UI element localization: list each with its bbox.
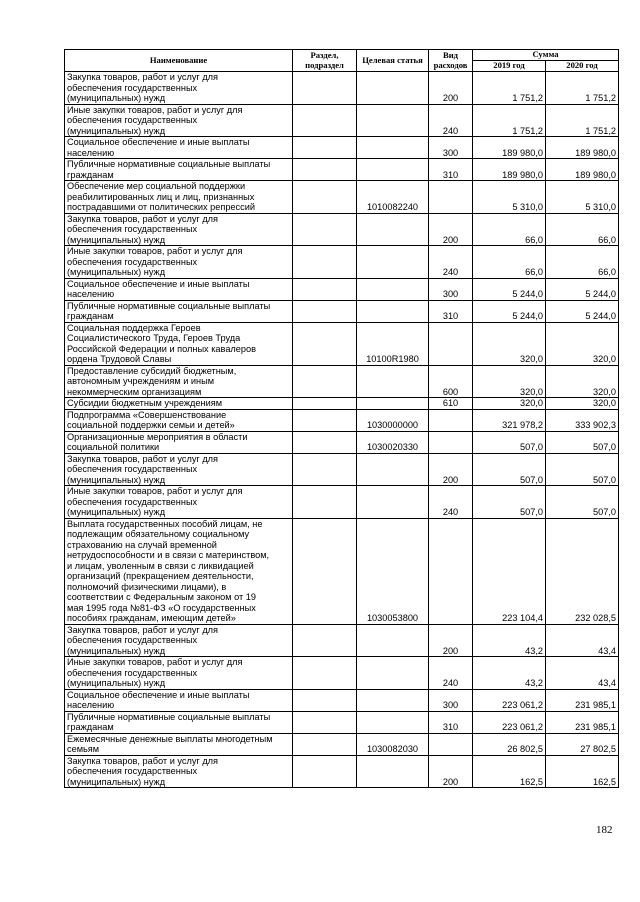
cell-sum-2019: 5 244,0 xyxy=(473,278,546,300)
table-row xyxy=(65,159,619,181)
cell-type: 310 xyxy=(429,711,473,733)
table-row xyxy=(65,246,619,279)
cell-name: Подпрограмма «Совершенствование социальной поддержки семьи и детей» xyxy=(65,409,293,431)
table-row xyxy=(65,518,619,624)
cell-sum-2020: 5 310,0 xyxy=(546,181,619,214)
cell-type: 610 xyxy=(429,398,473,410)
cell-sum-2020: 43,4 xyxy=(546,657,619,690)
table-row xyxy=(65,624,619,657)
cell-article xyxy=(357,486,429,519)
cell-sum-2019: 507,0 xyxy=(473,486,546,519)
cell-name: Иные закупки товаров, работ и услуг для обеспечения государственных (муниципальных) нужд xyxy=(65,657,293,690)
cell-article xyxy=(357,213,429,246)
table-row xyxy=(65,278,619,300)
cell-name: Обеспечение мер социальной поддержки реабилитированных лиц и лиц, признанных пострадавшими от политических репрессий xyxy=(65,181,293,214)
header-name: Наименование xyxy=(65,50,293,72)
cell-name: Социальное обеспечение и иные выплаты населению xyxy=(65,689,293,711)
cell-sum-2020: 1 751,2 xyxy=(546,72,619,105)
cell-name: Социальная поддержка Героев Социалистического Труда, Героев Труда Российской Федерации и полных кавалеров ордена Трудовой Славы xyxy=(65,322,293,365)
table-row xyxy=(65,365,619,398)
cell-article xyxy=(357,137,429,159)
cell-article: 1030020330 xyxy=(357,431,429,453)
cell-section xyxy=(293,278,357,300)
header-year-2019: 2019 год xyxy=(473,61,546,72)
cell-type: 240 xyxy=(429,246,473,279)
cell-sum-2019: 507,0 xyxy=(473,453,546,486)
cell-sum-2019: 320,0 xyxy=(473,322,546,365)
cell-section xyxy=(293,322,357,365)
cell-type: 240 xyxy=(429,486,473,519)
header-article: Целевая статья xyxy=(357,50,429,72)
cell-sum-2019: 507,0 xyxy=(473,431,546,453)
cell-article xyxy=(357,453,429,486)
cell-sum-2019: 43,2 xyxy=(473,657,546,690)
table-row xyxy=(65,398,619,410)
table-row xyxy=(65,72,619,105)
table-row xyxy=(65,409,619,431)
cell-article xyxy=(357,398,429,410)
cell-sum-2019: 66,0 xyxy=(473,213,546,246)
cell-section xyxy=(293,365,357,398)
cell-type xyxy=(429,431,473,453)
cell-section xyxy=(293,755,357,788)
cell-type xyxy=(429,518,473,624)
cell-type: 240 xyxy=(429,657,473,690)
cell-section xyxy=(293,733,357,755)
cell-sum-2020: 5 244,0 xyxy=(546,278,619,300)
cell-article xyxy=(357,755,429,788)
cell-section xyxy=(293,453,357,486)
header-section: Раздел, подраздел xyxy=(293,50,357,72)
cell-name: Закупка товаров, работ и услуг для обеспечения государственных (муниципальных) нужд xyxy=(65,72,293,105)
cell-sum-2020: 320,0 xyxy=(546,322,619,365)
cell-sum-2020: 507,0 xyxy=(546,431,619,453)
cell-type: 200 xyxy=(429,755,473,788)
cell-sum-2019: 162,5 xyxy=(473,755,546,788)
cell-type: 310 xyxy=(429,159,473,181)
cell-article xyxy=(357,711,429,733)
table-row xyxy=(65,689,619,711)
cell-sum-2019: 321 978,2 xyxy=(473,409,546,431)
cell-name: Предоставление субсидий бюджетным, автономным учреждениям и иным некоммерческим организациям xyxy=(65,365,293,398)
cell-section xyxy=(293,657,357,690)
cell-sum-2020: 507,0 xyxy=(546,453,619,486)
cell-type xyxy=(429,409,473,431)
table-row xyxy=(65,213,619,246)
cell-sum-2020: 162,5 xyxy=(546,755,619,788)
table-header xyxy=(65,50,619,72)
cell-sum-2019: 5 244,0 xyxy=(473,300,546,322)
cell-type: 240 xyxy=(429,104,473,137)
header-type: Вид расходов xyxy=(429,50,473,72)
table-row xyxy=(65,733,619,755)
table-row xyxy=(65,104,619,137)
cell-section xyxy=(293,409,357,431)
cell-type xyxy=(429,733,473,755)
header-sum: Сумма xyxy=(473,50,619,61)
cell-type: 200 xyxy=(429,453,473,486)
cell-article xyxy=(357,104,429,137)
cell-sum-2020: 189 980,0 xyxy=(546,137,619,159)
cell-section xyxy=(293,486,357,519)
table-row xyxy=(65,486,619,519)
cell-sum-2020: 231 985,1 xyxy=(546,689,619,711)
cell-section xyxy=(293,431,357,453)
table-row xyxy=(65,322,619,365)
cell-sum-2020: 232 028,5 xyxy=(546,518,619,624)
cell-name: Выплата государственных пособий лицам, не подлежащим обязательному социальному страхованию на случай временной нетрудоспособности и в связи с материнством, и лицам, уволенным в связи с ликвидацией организаций (прекращением деятельности, полномочий физическими лицами), в соответствии с Федеральным законом от 19 мая 1995 года №81-ФЗ «О государственных пособиях гражданам, имеющим детей» xyxy=(65,518,293,624)
page-number: 182 xyxy=(596,824,613,836)
header-year-2020: 2020 год xyxy=(546,61,619,72)
cell-article xyxy=(357,365,429,398)
table-row xyxy=(65,431,619,453)
cell-type: 200 xyxy=(429,72,473,105)
cell-article: 10100R1980 xyxy=(357,322,429,365)
cell-sum-2019: 223 061,2 xyxy=(473,711,546,733)
cell-type: 300 xyxy=(429,137,473,159)
cell-name: Организационные мероприятия в области социальной политики xyxy=(65,431,293,453)
cell-sum-2019: 43,2 xyxy=(473,624,546,657)
cell-sum-2020: 320,0 xyxy=(546,365,619,398)
cell-section xyxy=(293,300,357,322)
cell-section xyxy=(293,246,357,279)
cell-section xyxy=(293,72,357,105)
cell-article: 1030000000 xyxy=(357,409,429,431)
cell-section xyxy=(293,213,357,246)
cell-name: Публичные нормативные социальные выплаты гражданам xyxy=(65,711,293,733)
cell-article: 1030053800 xyxy=(357,518,429,624)
cell-sum-2019: 26 802,5 xyxy=(473,733,546,755)
cell-type: 310 xyxy=(429,300,473,322)
cell-type: 200 xyxy=(429,213,473,246)
cell-sum-2020: 333 902,3 xyxy=(546,409,619,431)
budget-table xyxy=(64,49,619,788)
cell-article xyxy=(357,246,429,279)
cell-section xyxy=(293,137,357,159)
cell-article: 1010082240 xyxy=(357,181,429,214)
cell-section xyxy=(293,104,357,137)
cell-article xyxy=(357,624,429,657)
cell-sum-2020: 5 244,0 xyxy=(546,300,619,322)
cell-name: Субсидии бюджетным учреждениям xyxy=(65,398,293,410)
cell-name: Иные закупки товаров, работ и услуг для обеспечения государственных (муниципальных) нужд xyxy=(65,486,293,519)
table-row xyxy=(65,181,619,214)
cell-article xyxy=(357,300,429,322)
cell-sum-2020: 27 802,5 xyxy=(546,733,619,755)
cell-sum-2020: 507,0 xyxy=(546,486,619,519)
table-row xyxy=(65,300,619,322)
cell-article xyxy=(357,159,429,181)
cell-sum-2020: 66,0 xyxy=(546,246,619,279)
cell-name: Социальное обеспечение и иные выплаты населению xyxy=(65,137,293,159)
table-body xyxy=(65,72,619,788)
cell-sum-2019: 223 061,2 xyxy=(473,689,546,711)
cell-sum-2019: 320,0 xyxy=(473,365,546,398)
cell-type: 600 xyxy=(429,365,473,398)
cell-article: 1030082030 xyxy=(357,733,429,755)
cell-type: 200 xyxy=(429,624,473,657)
cell-article xyxy=(357,657,429,690)
cell-section xyxy=(293,159,357,181)
cell-section xyxy=(293,181,357,214)
cell-sum-2019: 189 980,0 xyxy=(473,159,546,181)
cell-sum-2019: 223 104,4 xyxy=(473,518,546,624)
cell-type xyxy=(429,181,473,214)
cell-sum-2019: 189 980,0 xyxy=(473,137,546,159)
cell-name: Публичные нормативные социальные выплаты гражданам xyxy=(65,300,293,322)
cell-type: 300 xyxy=(429,278,473,300)
cell-name: Закупка товаров, работ и услуг для обеспечения государственных (муниципальных) нужд xyxy=(65,755,293,788)
cell-section xyxy=(293,518,357,624)
cell-sum-2020: 320,0 xyxy=(546,398,619,410)
cell-sum-2020: 231 985,1 xyxy=(546,711,619,733)
table-row xyxy=(65,137,619,159)
cell-section xyxy=(293,689,357,711)
cell-sum-2020: 1 751,2 xyxy=(546,104,619,137)
cell-article xyxy=(357,72,429,105)
cell-article xyxy=(357,278,429,300)
cell-type xyxy=(429,322,473,365)
cell-name: Иные закупки товаров, работ и услуг для обеспечения государственных (муниципальных) нужд xyxy=(65,246,293,279)
cell-section xyxy=(293,624,357,657)
cell-sum-2019: 1 751,2 xyxy=(473,104,546,137)
cell-sum-2019: 66,0 xyxy=(473,246,546,279)
table-row xyxy=(65,657,619,690)
cell-sum-2019: 320,0 xyxy=(473,398,546,410)
table-row xyxy=(65,453,619,486)
table-row xyxy=(65,711,619,733)
cell-sum-2019: 5 310,0 xyxy=(473,181,546,214)
cell-sum-2020: 189 980,0 xyxy=(546,159,619,181)
cell-sum-2020: 43,4 xyxy=(546,624,619,657)
table-row xyxy=(65,755,619,788)
cell-name: Закупка товаров, работ и услуг для обеспечения государственных (муниципальных) нужд xyxy=(65,213,293,246)
cell-sum-2019: 1 751,2 xyxy=(473,72,546,105)
cell-section xyxy=(293,711,357,733)
cell-name: Ежемесячные денежные выплаты многодетным семьям xyxy=(65,733,293,755)
cell-name: Социальное обеспечение и иные выплаты населению xyxy=(65,278,293,300)
cell-name: Закупка товаров, работ и услуг для обеспечения государственных (муниципальных) нужд xyxy=(65,453,293,486)
cell-name: Публичные нормативные социальные выплаты гражданам xyxy=(65,159,293,181)
cell-sum-2020: 66,0 xyxy=(546,213,619,246)
cell-section xyxy=(293,398,357,410)
cell-name: Иные закупки товаров, работ и услуг для обеспечения государственных (муниципальных) нужд xyxy=(65,104,293,137)
cell-type: 300 xyxy=(429,689,473,711)
cell-article xyxy=(357,689,429,711)
cell-name: Закупка товаров, работ и услуг для обеспечения государственных (муниципальных) нужд xyxy=(65,624,293,657)
